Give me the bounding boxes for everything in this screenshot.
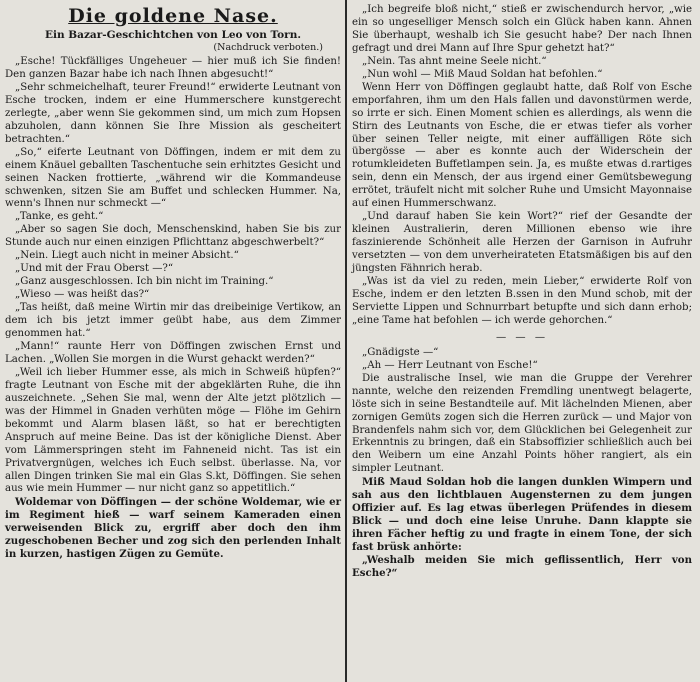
paragraph: Miß Maud Soldan hob die langen dunklen Wimpern und sah aus den lichtblauen Augensternen zu dem jungen Offizier auf. Es lag etwas überlegen Prüfendes in diesem Blick — und doch eine leise Unruhe. Dann klappte sie ihren Fächer heftig zu und fragte in einem Tone, der sich fast brüsk anhörte: [352, 476, 692, 554]
paragraph: „Tas heißt, daß meine Wirtin mir das dreibeinige Vertikow, an dem ich bis jetzt immer geübt habe, aus dem Zimmer genommen hat.“ [5, 302, 341, 340]
paragraph: Woldemar von Döffingen — der schöne Woldemar, wie er im Regiment hieß — warf seinem Kameraden einen verweisenden Blick zu, ergriff aber doch den ihm zugeschobenen Becher und zog sich den perlenden Inhalt in kurzen, hastigen Zügen zu Gemüte. [5, 496, 341, 561]
paragraph: „Sehr schmeichelhaft, teurer Freund!“ erwiderte Leutnant von Esche trocken, indem er eine Hummerschere kunstgerecht zerlegte, „aber wenn Sie gekommen sind, um mich zum Hopsen abzuholen, dann können Sie Ihre Mission als gescheitert betrachten.“ [5, 81, 341, 145]
paragraph: „Ganz ausgeschlossen. Ich bin nicht im Training.“ [15, 276, 274, 288]
paragraph: Die australische Insel, wie man die Gruppe der Verehrer nannte, welche den reizenden Fremdling unentwegt belagerte, löste sich in seine Bestandteile auf. Mit lächelnden Mienen, aber zornigen Gemüts zogen sich die Herren zurück — und Major von Brandenfels nahm sich vor, dem Glücklichen bei Gelegenheit zur Erkenntnis zu bringen, daß ein Stabsoffizier schließlich auch bei den Weibern um eine Anzahl Points höher rangiert, als ein simpler Leutnant. [352, 372, 692, 475]
paragraph: „Esche! Tückfälliges Ungeheuer — hier muß ich Sie finden! Den ganzen Bazar habe ich nach Ihnen abgesucht!“ [5, 56, 341, 80]
paragraph: „Was ist da viel zu reden, mein Lieber,“ erwiderte Rolf von Esche, indem er den letzten B.ssen in den Mund schob, mit der Serviette Lippen und Schnurrbart betupfte und sich dann erhob; „eine Tame hat befohlen — ich werde gehorchen.“ [352, 276, 692, 326]
section-separator: — — — [495, 331, 549, 343]
paragraph: „So,“ eiferte Leutnant von Döffingen, indem er mit dem zu einem Knäuel geballten Taschentuche sein erhitztes Gesicht und seinen Nacken frottierte, „während wir die Kommandeuse schwenken, sitzen Sie am Buffet und schlecken Hummer. Na, wenn's Ihnen nur schmeckt —“ [5, 146, 341, 210]
paragraph: „Ah — Herr Leutnant von Esche!“ [362, 359, 538, 371]
paragraph: „Und mit der Frau Oberst —?“ [15, 263, 174, 275]
paragraph: „Nein. Tas ahnt meine Seele nicht.“ [362, 55, 547, 67]
right-column [352, 4, 692, 682]
paragraph: „Und darauf haben Sie kein Wort?“ rief der Gesandte der kleinen Australierin, deren Millionen ebenso wie ihre faszinierende Schönheit alle Herzen der Garnison in Aufruhr versetzten — von dem unverheirateten Etatsmäßigen bis auf den jüngsten Fähnrich herab. [352, 211, 692, 275]
article-title: Die goldene Nase. [68, 5, 278, 27]
paragraph: „Weshalb meiden Sie mich geflissentlich, Herr von Esche?“ [352, 554, 692, 579]
paragraph: Wenn Herr von Döffingen geglaubt hatte, daß Rolf von Esche emporfahren, ihm um den Hals fallen und davonstürmen werde, so irrte er sich. Einen Moment schien es allerdings, als wenn die Stirn des Leutnants von Esche, die er etwas tiefer als vorher über seinen Teller neigte, mit einer auffälligen Röte sich übergösse — aber es konnte auch der Widerschein der rotumkleideten Buffetlampen sein. Ja, es mußte etwas d.rartiges sein, denn ein Mensch, der aus irgend einer Gemütsbewegung errötet, träufelt nicht mit solcher Ruhe und Umsicht Mayonnaise auf einen Hummerschwanz. [352, 81, 692, 210]
column-divider [345, 0, 347, 682]
article-byline: Ein Bazar-Geschichtchen von Leo von Torn. [44, 29, 301, 41]
paragraph: „Tanke, es geht.“ [15, 211, 104, 223]
paragraph: „Gnädigste —“ [362, 346, 439, 358]
left-column [5, 4, 341, 682]
reprint-note: (Nachdruck verboten.) [213, 42, 323, 53]
paragraph: „Aber so sagen Sie doch, Menschenskind, haben Sie bis zur Stunde auch nur einen einzigen Pflichttanz abgeschwerbelt?“ [5, 224, 341, 249]
paragraph: „Wieso — was heißt das?“ [15, 289, 150, 301]
paragraph: „Nun wohl — Miß Maud Soldan hat befohlen.“ [362, 68, 603, 80]
paragraph: „Mann!“ raunte Herr von Döffingen zwischen Ernst und Lachen. „Wollen Sie morgen in die Wurst gehackt werden?“ [5, 340, 341, 365]
paragraph: „Nein. Liegt auch nicht in meiner Absicht.“ [15, 250, 239, 262]
paragraph: „Weil ich lieber Hummer esse, als mich in Schweiß hüpfen?“ fragte Leutnant von Esche mit der abgeklärten Ruhe, die ihn auszeichnete. „Sehen Sie mal, wenn der Alte jetzt plötzlich — was der Himmel in Gnaden verhüten möge — Flöhe im Gehirn bekommt und Alarm blasen läßt, so hat er berechtigten Anspruch auf meine Beine. Das ist der königliche Dienst. Aber vom Lämmerspringen steht im Fahneneid nicht. Tas ist ein Privatvergnügen, welches ich Euch selbst. überlasse. Na, vor allen Dingen trinken Sie mal ein Glas S.kt, Döffingen. Sie sehen aus wie mein Hummer — nur nicht ganz so appetitlich.“ [5, 366, 341, 495]
paragraph: „Ich begreife bloß nicht,“ stieß er zwischendurch hervor, „wie ein so ungeselliger Mensch solch ein Glück haben kann. Ahnen Sie überhaupt, weshalb ich Sie gesucht habe? Der nach Ihnen gefragt und drei Mann auf Ihre Spur gehetzt hat?“ [352, 4, 692, 54]
